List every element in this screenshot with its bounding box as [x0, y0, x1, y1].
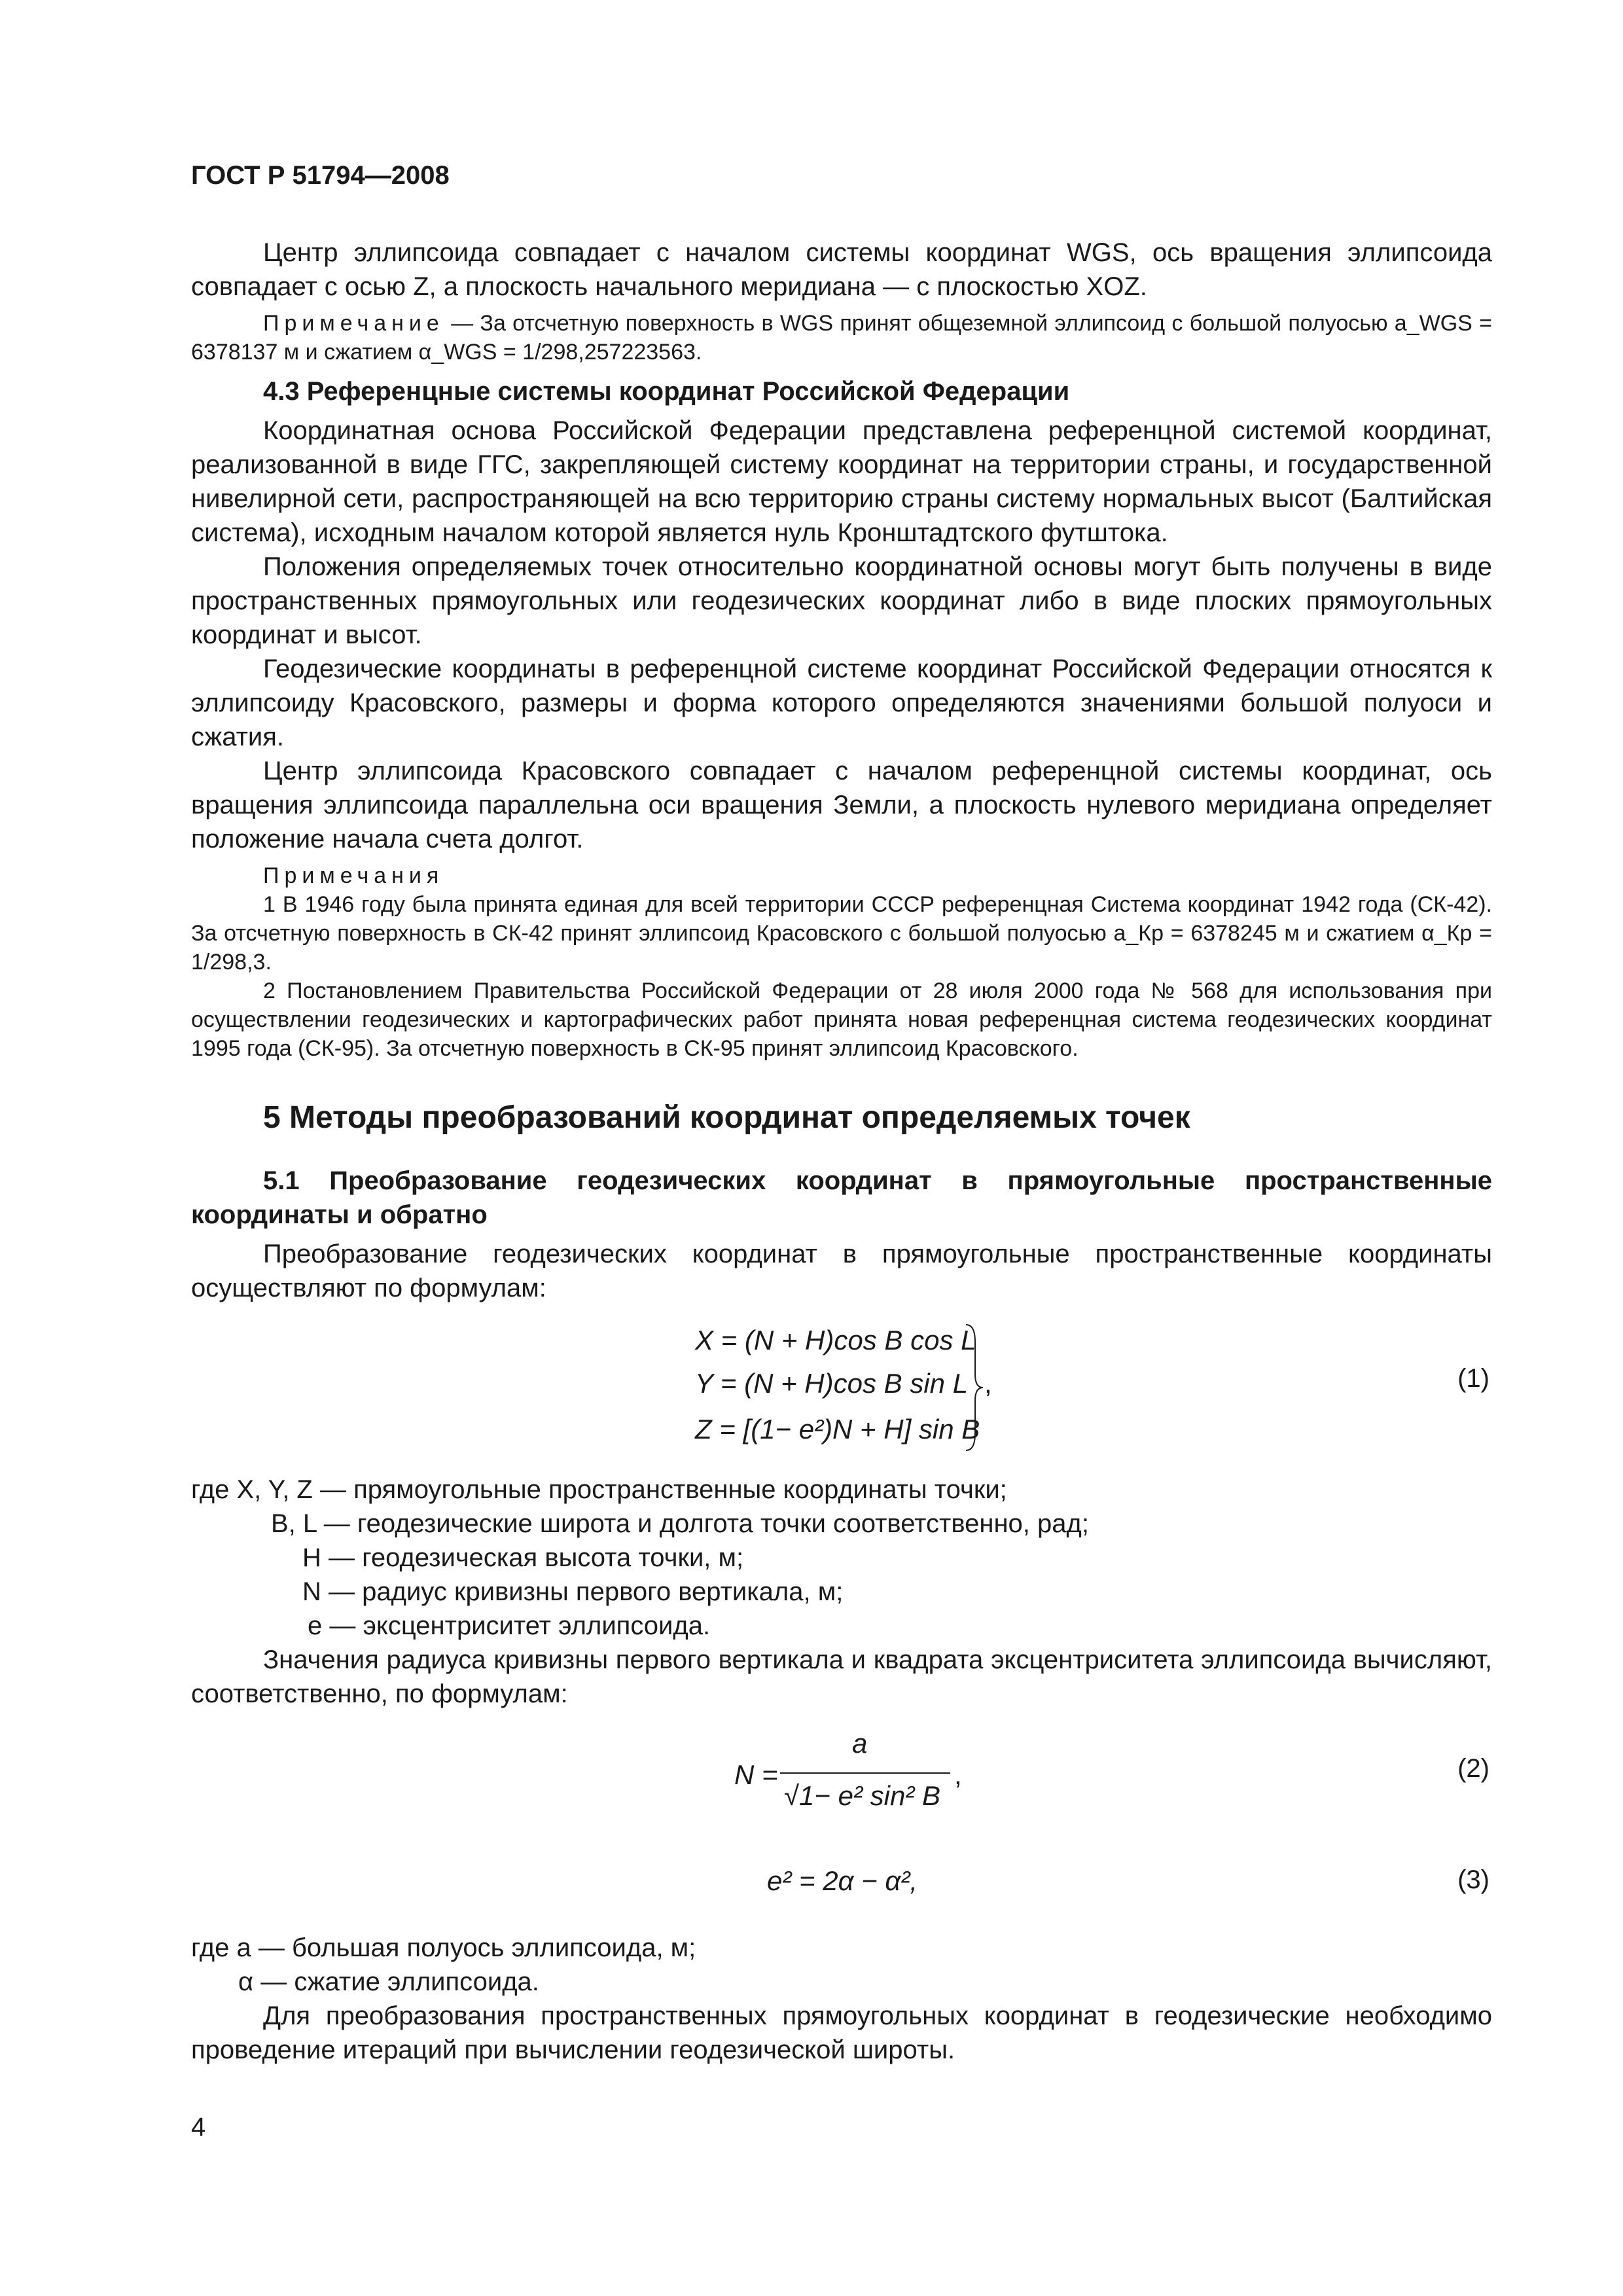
formula-lhs: N =: [734, 1759, 778, 1790]
document-body: [191, 236, 1492, 2067]
formula-3: [191, 1852, 1492, 1918]
paragraph: Преобразование геодезических координат в прямоугольные пространственные координаты осуществляют по формулам:: [191, 1240, 1492, 1302]
formula-comma: ,: [984, 1368, 992, 1399]
paragraph: Для преобразования пространственных прямоугольных координат в геодезические необходимо проведение итераций при вычислении геодезической широты.: [191, 2001, 1492, 2064]
chapter-heading: 5 Методы преобразований координат определяемых точек: [263, 1100, 1190, 1135]
definition: B, L — геодезические широта и долгота точки соответственно, рад;: [271, 1509, 1089, 1538]
formula-number: (2): [1457, 1754, 1489, 1783]
paragraph: Геодезические координаты в референцной системе координат Российской Федерации относятся к эллипсоиду Красовского, размеры и форма которого определяются значениями большой полуоси и сжатия.: [191, 655, 1492, 751]
definition: N — радиус кривизны первого вертикала, м;: [302, 1577, 844, 1606]
page-number: 4: [191, 2113, 206, 2142]
definition: H — геодезическая высота точки, м;: [302, 1543, 744, 1572]
formula-line: X = (N + H)cos B cos L: [695, 1325, 976, 1355]
formula-comma: ,: [954, 1759, 962, 1790]
paragraph: Центр эллипсоида Красовского совпадает с началом референцной системы координат, ось вращения эллипсоида параллельна оси вращения Земли, а плоскость нулевого меридиана определяет положение начала счета долгот.: [191, 757, 1492, 853]
note: [191, 309, 1492, 367]
document-header: ГОСТ Р 51794—2008: [191, 161, 450, 190]
section-heading: 4.3 Референцные системы координат Российской Федерации: [263, 377, 1070, 406]
notes-title: Примечания: [263, 863, 444, 888]
formula-line: e² = 2α − α²,: [767, 1865, 918, 1896]
paragraph: Значения радиуса кривизны первого вертикала и квадрата эксцентриситета эллипсоида вычисляют, соответственно, по формулам:: [191, 1645, 1492, 1708]
paragraph: Положения определяемых точек относительно координатной основы могут быть получены в виде пространственных прямоугольных или геодезических координат либо в виде плоских прямоугольных координат и высот.: [191, 552, 1492, 649]
fraction-bar: [780, 1772, 950, 1774]
section-heading: 5.1 Преобразование геодезических координат в прямоугольные пространственные координаты и обратно: [191, 1166, 1492, 1229]
definition: α — сжатие эллипсоида.: [238, 1967, 539, 1996]
paragraph: Центр эллипсоида совпадает с началом системы координат WGS, ось вращения эллипсоида совпадает с осью Z, а плоскость начального меридиана — с плоскостью XOZ.: [191, 238, 1492, 301]
note-label: Примечание: [263, 311, 444, 336]
note-text: — За отсчетную поверхность в WGS принят общеземной эллипсоид с большой полуосью a_WGS = 6378137 м и сжатием α_WGS = 1/298,257223563.: [191, 311, 1492, 365]
formula-1: [191, 1322, 1492, 1460]
paragraph: Координатная основа Российской Федерации представлена референцной системой координат, реализованной в виде ГГС, закрепляющей систему координат на территории страны, и государственной нивелирной сети, распространяющей на всю территорию страны систему нормальных высот (Балтийская система), исходным началом которой является нуль Кронштадтского футштока.: [191, 416, 1492, 547]
definitions-list-1: [191, 1473, 1492, 1643]
formula-number: (3): [1457, 1865, 1489, 1894]
definitions-list-2: [191, 1931, 1492, 1999]
formula-numerator: a: [852, 1728, 868, 1759]
formula-denominator: √1− e² sin² B: [784, 1780, 940, 1811]
note: 1 В 1946 году была принята единая для всей территории СССР референцная Система координат 1942 года (СК-42). За отсчетную поверхность в СК-42 принят эллипсоид Красовского с большой полуосью a_Кр = 6378245 м и сжатием α_Кр = 1/298,3.: [191, 892, 1492, 975]
formula-line: Y = (N + H)cos B sin L: [695, 1368, 969, 1399]
formula-line: Z = [(1− e²)N + H] sin B: [695, 1414, 980, 1444]
formula-number: (1): [1457, 1364, 1489, 1393]
definition: где X, Y, Z — прямоугольные пространственные координаты точки;: [191, 1475, 1007, 1504]
formula-2: [191, 1728, 1492, 1826]
note: 2 Постановлением Правительства Российской Федерации от 28 июля 2000 года № 568 для использования при осуществлении геодезических и картографических работ принята новая референцная система геодезических координат 1995 года (СК-95). За отсчетную поверхность в СК-95 принят эллипсоид Красовского.: [191, 978, 1492, 1061]
definition: где a — большая полуось эллипсоида, м;: [191, 1933, 696, 1962]
definition: e — эксцентриситет эллипсоида.: [308, 1611, 711, 1640]
